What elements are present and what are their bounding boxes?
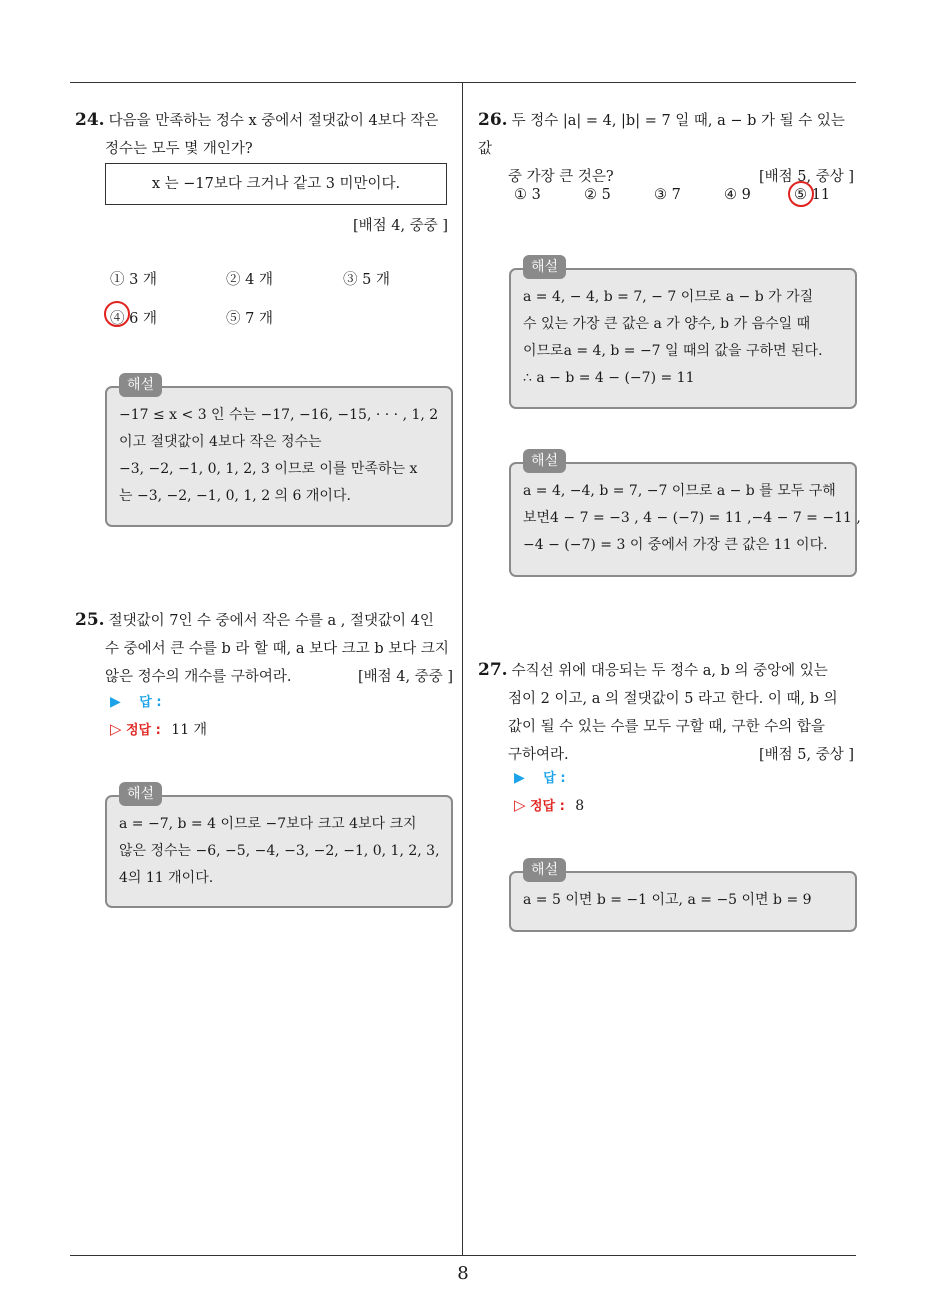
correct-value: 8: [575, 798, 585, 814]
solution-box: [509, 268, 857, 409]
question-text: 점이 2 이고, a 의 절댓값이 5 라고 한다. 이 때, b 의: [508, 691, 838, 707]
solution-line: 이고 절댓값이 4보다 작은 정수는: [119, 434, 322, 450]
solution-line: −17 ≤ x < 3 인 수는 −17, −16, −15, · · · , 1, 2: [119, 407, 439, 423]
solution-line: −3, −2, −1, 0, 1, 2, 3 이므로 이를 만족하는 x: [119, 461, 418, 477]
question-text: 절댓값이 7인 수 중에서 작은 수를 a , 절댓값이 4인: [108, 613, 434, 629]
answer-arrow-icon: ▶: [110, 694, 121, 710]
question-text: 정수는 모두 몇 개인가?: [105, 141, 253, 157]
score-label: [배점 4, 중중 ]: [352, 218, 448, 234]
selected-answer-circle-icon: [104, 301, 130, 327]
bottom-rule: [70, 1255, 856, 1256]
question-25: [75, 606, 455, 691]
question-text: 수 중에서 큰 수를 b 라 할 때, a 보다 크고 b 보다 크지: [105, 641, 449, 657]
question-27: [478, 656, 858, 769]
solution-tag: 해설: [119, 782, 162, 806]
solution-line: a = 4, −4, b = 7, −7 이므로 a − b 를 모두 구해: [523, 483, 836, 499]
question-number: 27.: [478, 660, 508, 680]
choice-2[interactable]: ② 4 개: [226, 272, 273, 288]
choice-4[interactable]: ④ 6 개: [110, 311, 157, 327]
choice-3[interactable]: ③ 5 개: [343, 272, 390, 288]
choice-1[interactable]: ① 3 개: [110, 272, 157, 288]
question-24: [75, 106, 455, 163]
solution-line: 수 있는 가장 큰 값은 a 가 양수, b 가 음수일 때: [523, 316, 811, 332]
question-text: 중 가장 큰 것은?: [508, 169, 614, 185]
question-text: 두 정수 |a| = 4, |b| = 7 일 때, a − b 가 될 수 있는 값: [478, 113, 845, 157]
choice-5[interactable]: ⑤ 11: [794, 187, 831, 203]
solution-line: a = 4, − 4, b = 7, − 7 이므로 a − b 가 가질: [523, 289, 814, 305]
correct-value: 11 개: [171, 722, 208, 738]
correct-answer-row: [110, 719, 207, 741]
top-rule: [70, 82, 856, 83]
question-number: 25.: [75, 610, 105, 630]
score-label: [배점 4, 중중 ]: [357, 669, 453, 685]
solution-line: 않은 정수는 −6, −5, −4, −3, −2, −1, 0, 1, 2, 3,: [119, 843, 440, 859]
choice-4[interactable]: ④ 9: [724, 187, 751, 203]
page-number: 8: [457, 1263, 469, 1284]
question-text: 구하여라.: [508, 747, 569, 763]
answer-input-row[interactable]: [110, 692, 162, 713]
correct-arrow-icon: ▷: [110, 720, 122, 738]
solution-tag: 해설: [119, 373, 162, 397]
answer-label: 답 :: [543, 771, 566, 786]
choice-3[interactable]: ③ 7: [654, 187, 681, 203]
question-text: 않은 정수의 개수를 구하여라.: [105, 669, 292, 685]
solution-line: 이므로a = 4, b = −7 일 때의 값을 구하면 된다.: [523, 343, 823, 359]
solution-tag: 해설: [523, 255, 566, 279]
solution-line: −4 − (−7) = 3 이 중에서 가장 큰 값은 11 이다.: [523, 537, 828, 553]
answer-arrow-icon: ▶: [514, 770, 525, 786]
correct-label: 정답 :: [126, 723, 161, 738]
choice-5[interactable]: ⑤ 7 개: [226, 311, 273, 327]
selected-answer-circle-icon: [788, 181, 814, 207]
choice-2[interactable]: ② 5: [584, 187, 611, 203]
solution-line: 4의 11 개이다.: [119, 870, 214, 886]
solution-line: ∴ a − b = 4 − (−7) = 11: [523, 370, 695, 386]
solution-tag: 해설: [523, 858, 566, 882]
solution-line: a = −7, b = 4 이므로 −7보다 크고 4보다 크지: [119, 816, 417, 832]
correct-answer-row: [514, 795, 584, 817]
question-number: 24.: [75, 110, 105, 130]
correct-arrow-icon: ▷: [514, 796, 526, 814]
score-label: [배점 5, 중상 ]: [758, 747, 854, 763]
solution-box: [509, 462, 861, 577]
question-text: 다음을 만족하는 정수 x 중에서 절댓값이 4보다 작은: [108, 113, 439, 129]
answer-label: 답 :: [139, 695, 162, 710]
solution-line: 보면4 − 7 = −3 , 4 − (−7) = 11 ,−4 − 7 = −11 ,: [523, 510, 861, 526]
column-divider: [462, 82, 463, 1256]
question-text: 수직선 위에 대응되는 두 정수 a, b 의 중앙에 있는: [511, 663, 828, 679]
solution-tag: 해설: [523, 449, 566, 473]
solution-line: a = 5 이면 b = −1 이고, a = −5 이면 b = 9: [523, 892, 812, 908]
choice-1[interactable]: ① 3: [514, 187, 541, 203]
question-text: 값이 될 수 있는 수를 모두 구할 때, 구한 수의 합을: [508, 719, 825, 735]
correct-label: 정답 :: [530, 799, 565, 814]
question-number: 26.: [478, 110, 508, 130]
solution-line: 는 −3, −2, −1, 0, 1, 2 의 6 개이다.: [119, 488, 351, 504]
solution-box: [105, 386, 453, 527]
solution-box: [105, 795, 453, 908]
score-label: [배점 5, 중상 ]: [758, 169, 854, 185]
answer-input-row[interactable]: [514, 768, 566, 789]
question-26: [478, 106, 858, 191]
condition-box: x 는 −17보다 크거나 같고 3 미만이다.: [105, 163, 447, 205]
